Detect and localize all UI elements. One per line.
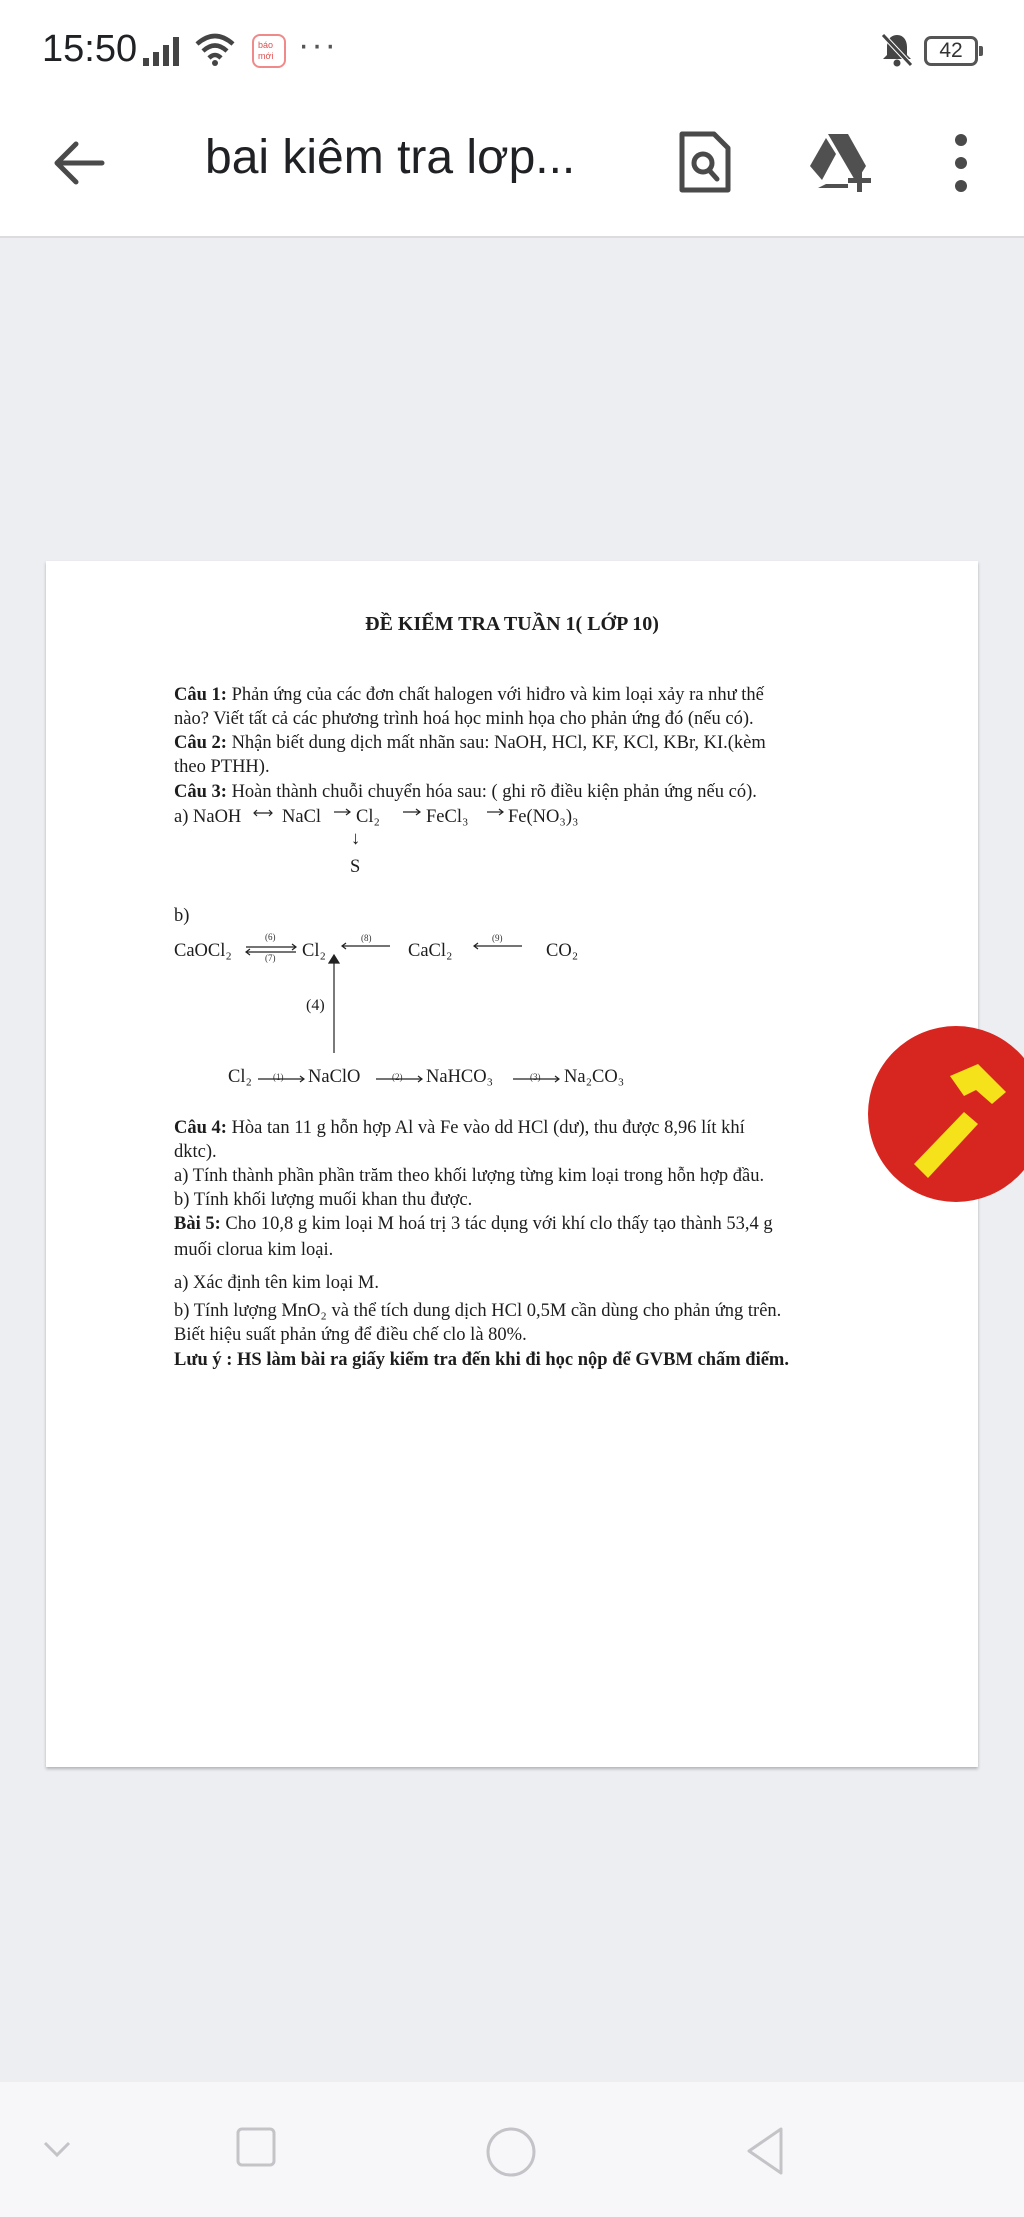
question-1-line-2: nào? Viết tất cả các phương trình hoá học minh họa cho phản ứng đó (nếu có). <box>174 709 754 729</box>
battery-indicator: 42 <box>924 36 978 66</box>
chain-b-cl2: Cl₂ <box>302 941 326 961</box>
question-3-line-1: Câu 3: Hoàn thành chuỗi chuyển hóa sau: ( ghi rõ điều kiện phản ứng nếu có). <box>174 782 757 802</box>
hammer-and-sickle-emblem[interactable] <box>866 1026 1024 1202</box>
question-2-line-1: Câu 2: Nhận biết dung dịch mất nhãn sau: NaOH, HCl, KF, KCl, KBr, KI.(kèm <box>174 733 766 753</box>
question-5-part-a: a) Xác định tên kim loại M. <box>174 1273 379 1293</box>
exam-title: ĐỀ KIỂM TRA TUẦN 1( LỚP 10) <box>365 613 659 635</box>
back-arrow-icon[interactable] <box>50 134 108 192</box>
more-notifications-icon: ··· <box>298 26 338 64</box>
chain-b-co2: CO₂ <box>546 941 579 961</box>
chain-a-sulfur: S <box>350 857 361 877</box>
chain-a-fecl3: FeCl₃ <box>426 807 469 827</box>
question-4-line-2: dktc). <box>174 1142 217 1162</box>
chain-c-nahco3: NaHCO₃ <box>426 1067 494 1087</box>
chain-a-down-arrow: ↓ <box>351 829 361 849</box>
chain-a-feno3: Fe(NO₃)₃ <box>508 807 579 827</box>
question-5-line-1: Bài 5: Cho 10,8 g kim loại M hoá trị 3 tác dụng với khí clo thấy tạo thành 53,4 g <box>174 1214 773 1234</box>
app-toolbar <box>0 100 1024 238</box>
question-4-line-1: Câu 4: Hòa tan 11 g hỗn hợp Al và Fe vào dd HCl (dư), thu được 8,96 lít khí <box>174 1118 745 1138</box>
reaction-arrows <box>46 561 978 1767</box>
chain-c-step-3: (3) <box>530 1072 541 1082</box>
home-icon[interactable] <box>485 2126 537 2178</box>
note: Lưu ý : HS làm bài ra giấy kiểm tra đến khi đi học nộp để GVBM chấm điểm. <box>174 1350 789 1370</box>
chain-b-label: b) <box>174 906 190 926</box>
chain-c-naclo: NaClO <box>308 1067 361 1087</box>
chain-a-naoh: a) NaOH <box>174 807 242 827</box>
chain-b-step-8: (8) <box>361 933 372 943</box>
status-bar <box>0 0 1024 100</box>
chain-c-step-1: (1) <box>273 1072 284 1082</box>
add-to-drive-icon[interactable] <box>808 132 874 194</box>
chain-c-cl2: Cl₂ <box>228 1067 252 1087</box>
recent-apps-icon[interactable] <box>236 2127 276 2167</box>
question-1-line-1: Câu 1: Phản ứng của các đơn chất halogen với hiđro và kim loại xảy ra như thế <box>174 685 764 705</box>
question-5-part-b: b) Tính lượng MnO₂ và thể tích dung dịch HCl 0,5M cần dùng cho phản ứng trên. <box>174 1301 782 1321</box>
chain-b-step-9: (9) <box>492 933 503 943</box>
question-4-part-b: b) Tính khối lượng muối khan thu được. <box>174 1190 473 1210</box>
question-5-part-b-line-2: Biết hiệu suất phản ứng để điều chế clo là 80%. <box>174 1325 527 1345</box>
clock: 15:50 <box>42 28 138 70</box>
notifications-off-icon <box>880 32 914 68</box>
chain-b-caocl2: CaOCl₂ <box>174 941 232 961</box>
question-5-line-2: muối clorua kim loại. <box>174 1240 334 1260</box>
more-options-icon[interactable] <box>946 132 976 194</box>
chain-b-cacl2: CaCl₂ <box>408 941 453 961</box>
wifi-icon <box>195 32 235 66</box>
chain-b-step-6: (6) <box>265 932 276 942</box>
news-app-notification-icon: báo mới <box>252 34 286 68</box>
chain-a-cl2: Cl₂ <box>356 807 380 827</box>
chain-c-step-2: (2) <box>392 1072 403 1082</box>
back-nav-icon[interactable] <box>745 2126 785 2176</box>
chain-b-step-7: (7) <box>265 953 276 963</box>
signal-icon <box>143 36 185 66</box>
chain-c-na2co3: Na₂CO₃ <box>564 1067 625 1087</box>
document-page <box>46 561 978 1767</box>
document-title: bai kiêm tra lơp... <box>205 131 576 184</box>
system-navigation-bar <box>0 2082 1024 2217</box>
find-in-document-icon[interactable] <box>678 130 732 194</box>
question-4-part-a: a) Tính thành phần phần trăm theo khối lượng từng kim loại trong hỗn hợp đầu. <box>174 1166 765 1186</box>
question-2-line-2: theo PTHH). <box>174 757 270 777</box>
hide-keyboard-icon[interactable] <box>42 2140 72 2158</box>
chain-b-step-4: (4) <box>306 997 325 1014</box>
chain-a-nacl: NaCl <box>282 807 322 827</box>
